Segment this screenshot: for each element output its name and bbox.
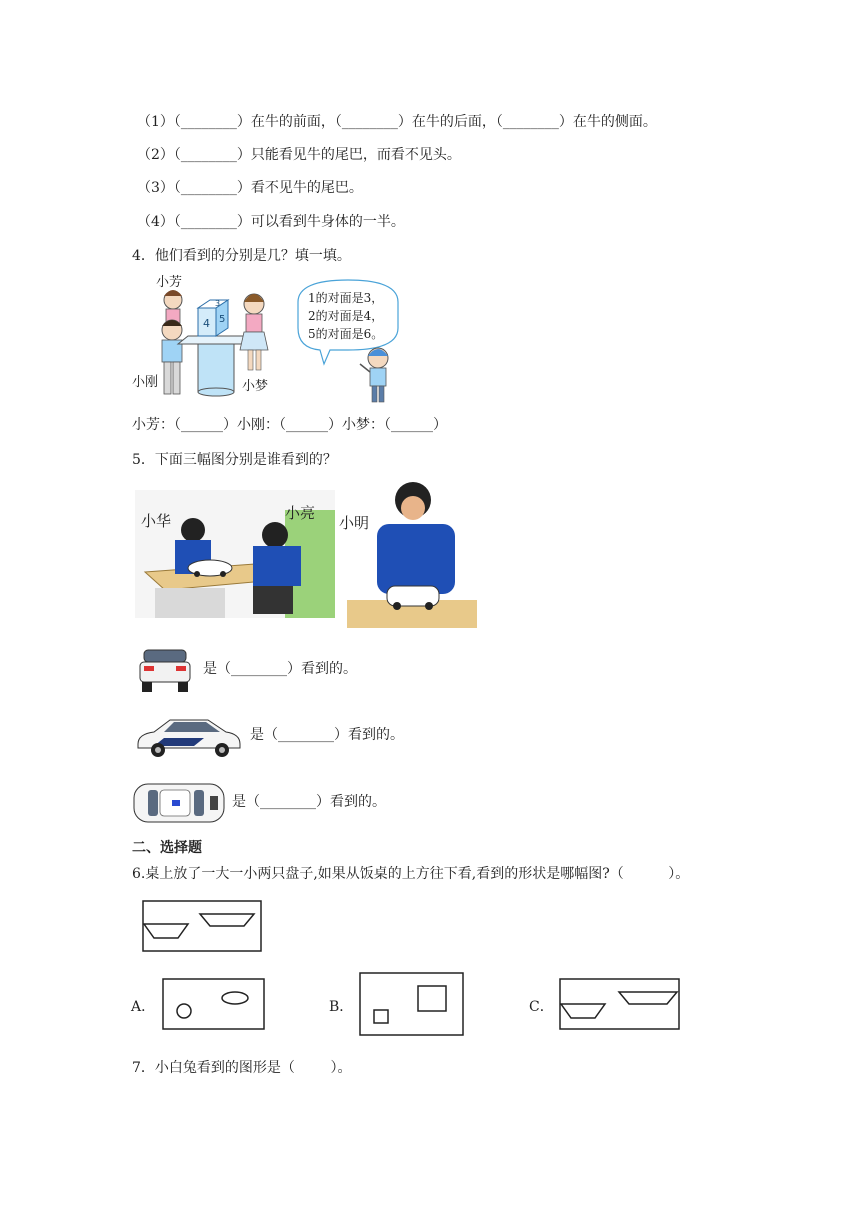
q4-answer-line: 小芳：（______）小刚：（______）小梦：（______）	[132, 417, 447, 433]
q4-cube-illustration	[130, 272, 405, 406]
q3-line-2: （2）（________）只能看见牛的尾巴，而看不见头。	[137, 147, 461, 163]
car-side-view	[134, 712, 244, 760]
option-b-label[interactable]: B．	[329, 999, 354, 1015]
q5-answer-3: 是（________）看到的。	[232, 794, 386, 810]
q3-line-3: （3）（________）看不见牛的尾巴。	[137, 180, 363, 196]
bubble-line-3: 5的对面是6。	[308, 327, 384, 341]
label-xiaoliang: 小亮	[285, 504, 316, 522]
option-a-figure[interactable]	[162, 978, 266, 1032]
car-rear-view	[138, 646, 192, 694]
q5-photo-classroom	[135, 490, 335, 618]
cube-front-number: 4	[203, 317, 210, 330]
label-xiaohua: 小华	[141, 512, 172, 530]
section-2-title: 二、选择题	[132, 840, 202, 856]
q4-title: 4．他们看到的分别是几？填一填。	[132, 248, 351, 264]
girl-xiaofang-figure	[164, 290, 182, 323]
dice-cube	[198, 299, 228, 336]
cube-top-number: 3	[215, 299, 221, 308]
q5-answer-2: 是（________）看到的。	[250, 727, 404, 743]
car-top-view	[132, 780, 226, 826]
q5-photo-front	[337, 478, 477, 628]
boy-xiaogang-figure	[162, 320, 182, 394]
option-a-label[interactable]: A．	[131, 999, 156, 1015]
bubble-line-2: 2的对面是4，	[308, 309, 384, 323]
label-xiaoming: 小明	[339, 514, 370, 532]
option-c-figure[interactable]	[559, 978, 681, 1032]
cube-side-number: 5	[219, 314, 226, 325]
option-c-label[interactable]: C．	[529, 999, 554, 1015]
q5-answer-1: 是（________）看到的。	[203, 661, 357, 677]
boy-narrator-figure	[360, 348, 388, 402]
option-b-figure[interactable]	[359, 972, 465, 1038]
q3-line-4: （4）（________）可以看到牛身体的一半。	[137, 214, 405, 230]
q7-title: 7．小白兔看到的图形是（ ）。	[132, 1060, 352, 1076]
q5-title: 5．下面三幅图分别是谁看到的？	[132, 452, 337, 468]
label-xiaogang: 小刚	[132, 375, 159, 390]
q6-plates-side-view	[142, 900, 262, 954]
label-xiaofang: 小芳	[156, 275, 183, 290]
q6-title: 6.桌上放了一大一小两只盘子,如果从饭桌的上方往下看,看到的形状是哪幅图?（ ）。	[132, 866, 690, 882]
girl-xiaomeng-figure	[240, 294, 268, 370]
q3-line-1: （1）（________）在牛的前面，（________）在牛的后面，（________）在牛的侧面。	[137, 114, 657, 130]
label-xiaomeng: 小梦	[242, 379, 269, 394]
bubble-line-1: 1的对面是3，	[308, 291, 384, 305]
